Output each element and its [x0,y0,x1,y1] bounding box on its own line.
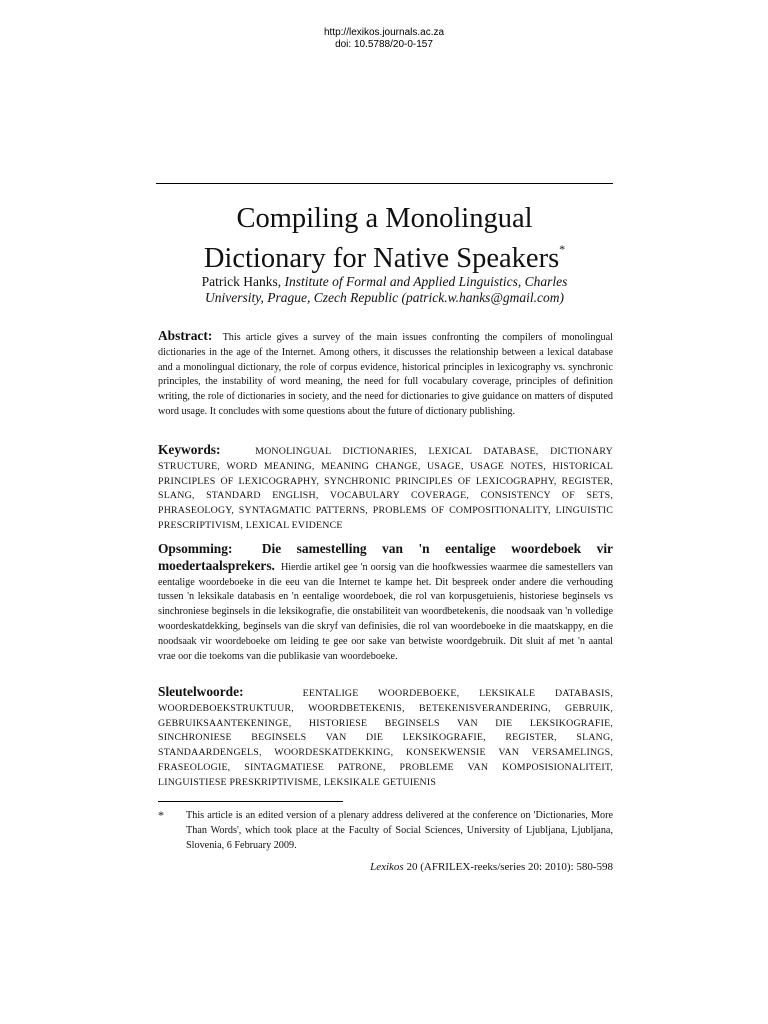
affiliation-line-1: Institute of Formal and Applied Linguistics, Charles [284,274,568,289]
opsomming-section [158,542,613,664]
opsomming-label: Opsomming: [158,541,233,556]
affiliation-line-2: University, Prague, Czech Republic (patrick.w.hanks@gmail.com) [205,290,564,305]
title-line-2: Dictionary for Native Speakers [203,243,560,274]
author-block [156,274,613,306]
author-line-1 [156,274,613,290]
abstract-text: This article gives a survey of the main issues confronting the compilers of monolingual dictionaries in the age of the Internet. Among others, it discusses the relationship between a lexical database and a monolingual dictionary, the role of corpus evidence, historical principles in lexicography vs. synchronic principles, the instability of word meaning, the need for full vocabulary coverage, principles of definition writing, the role of dictionaries in society, and the need for dictionaries to give guidance on matters of disputed word usage. It concludes with some questions about the future of dictionary publishing. [158,332,613,417]
sleutelwoorde-text: EENTALIGE WOORDEBOEKE, LEKSIKALE DATABASIS, WOORDEBOEKSTRUKTUUR, WOORDBETEKENIS, BETEKENISVERANDERING, GEBRUIK, GEBRUIKSAANTEKENINGE, HISTORIESE BEGINSELS VAN DIE LEKSIKOGRAFIE, SINCHRONIESE BEGINSELS VAN DIE LEKSIKOGRAFIE, REGISTER, SLANG, STANDAARDENGELS, WOORDESKATDEKKING, KONSEKWENSIE VAN VERSAMELINGS, FRASEOLOGIE, SINTAGMATIESE PATRONE, PROBLEME VAN KOMPOSISIONALITEIT, LINGUISTIESE PRESKRIPTIVISME, LEKSIKALE GETUIENIS [158,688,613,788]
title-line-1: Compiling a Monolingual [236,203,533,234]
abstract-section [158,329,613,420]
citation [156,860,613,874]
article-title [156,204,613,274]
opsomming-title: Die samestelling van 'n eentalige woordeboek vir moedertaalsprekers. [158,541,614,573]
keywords-section [158,443,613,534]
header-rule [156,183,613,184]
keywords-label: Keywords: [158,442,221,457]
author-line-2 [156,290,613,306]
doi: doi: 10.5788/20-0-157 [335,39,433,50]
abstract-label: Abstract: [158,328,213,343]
keywords-text: MONOLINGUAL DICTIONARIES, LEXICAL DATABASE, DICTIONARY STRUCTURE, WORD MEANING, MEANING CHANGE, USAGE, USAGE NOTES, HISTORICAL PRINCIPLES OF LEXICOGRAPHY, SYNCHRONIC PRINCIPLES OF LEXICOGRAPHY, REGISTER, SLANG, STANDARD ENGLISH, VOCABULARY COVERAGE, CONSISTENCY OF SETS, PHRASEOLOGY, SYNTAGMATIC PATTERNS, PROBLEMS OF COMPOSITIONALITY, LINGUISTIC PRESCRIPTIVISM, LEXICAL EVIDENCE [158,446,613,531]
opsomming-text: Hierdie artikel gee 'n oorsig van die hoofkwessies waarmee die samestellers van eentalige woordeboeke in die eeu van die Internet te kampe het. Dit bespreek onder andere die verhouding tussen 'n leksikale databasis en 'n eentalige woordeboek, die rol van korpusgetuienis, historiese beginsels vs sinchroniese beginsels in die leksikografie, die onstabiliteit van woordbetekenis, die noodsaak van 'n volledige woordeskatdekking, beginsels van die skryf van definisies, die rol van woordeboeke in die maatskappy, en die noodsaak vir woordeboeke om leiding te gee oor sake van betwiste woordgebruik. Dit sluit af met 'n aantal vrae oor die toekoms van die publikasie van woordeboeke. [158,561,614,662]
journal-url[interactable]: http://lexikos.journals.ac.za [323,27,445,38]
title-line-2-wrap [156,234,613,274]
footnote-marker: * [158,808,164,822]
citation-journal: Lexikos [370,861,404,873]
journal-header [0,27,768,51]
title-footnote-marker: * [559,242,566,256]
footnote-text: This article is an edited version of a plenary address delivered at the conference on 'Dictionaries, More Than Words', which took place at the Faculty of Social Sciences, University of Ljubljana, Ljubljana, Slovenia, 6 February 2009. [186,810,613,851]
footnote-rule [158,801,343,802]
author-name: Patrick Hanks, [201,274,282,289]
sleutelwoorde-section [158,685,613,791]
sleutelwoorde-label: Sleutelwoorde: [158,684,244,699]
citation-details: 20 (AFRILEX-reeks/series 20: 2010): 580-598 [406,861,613,873]
